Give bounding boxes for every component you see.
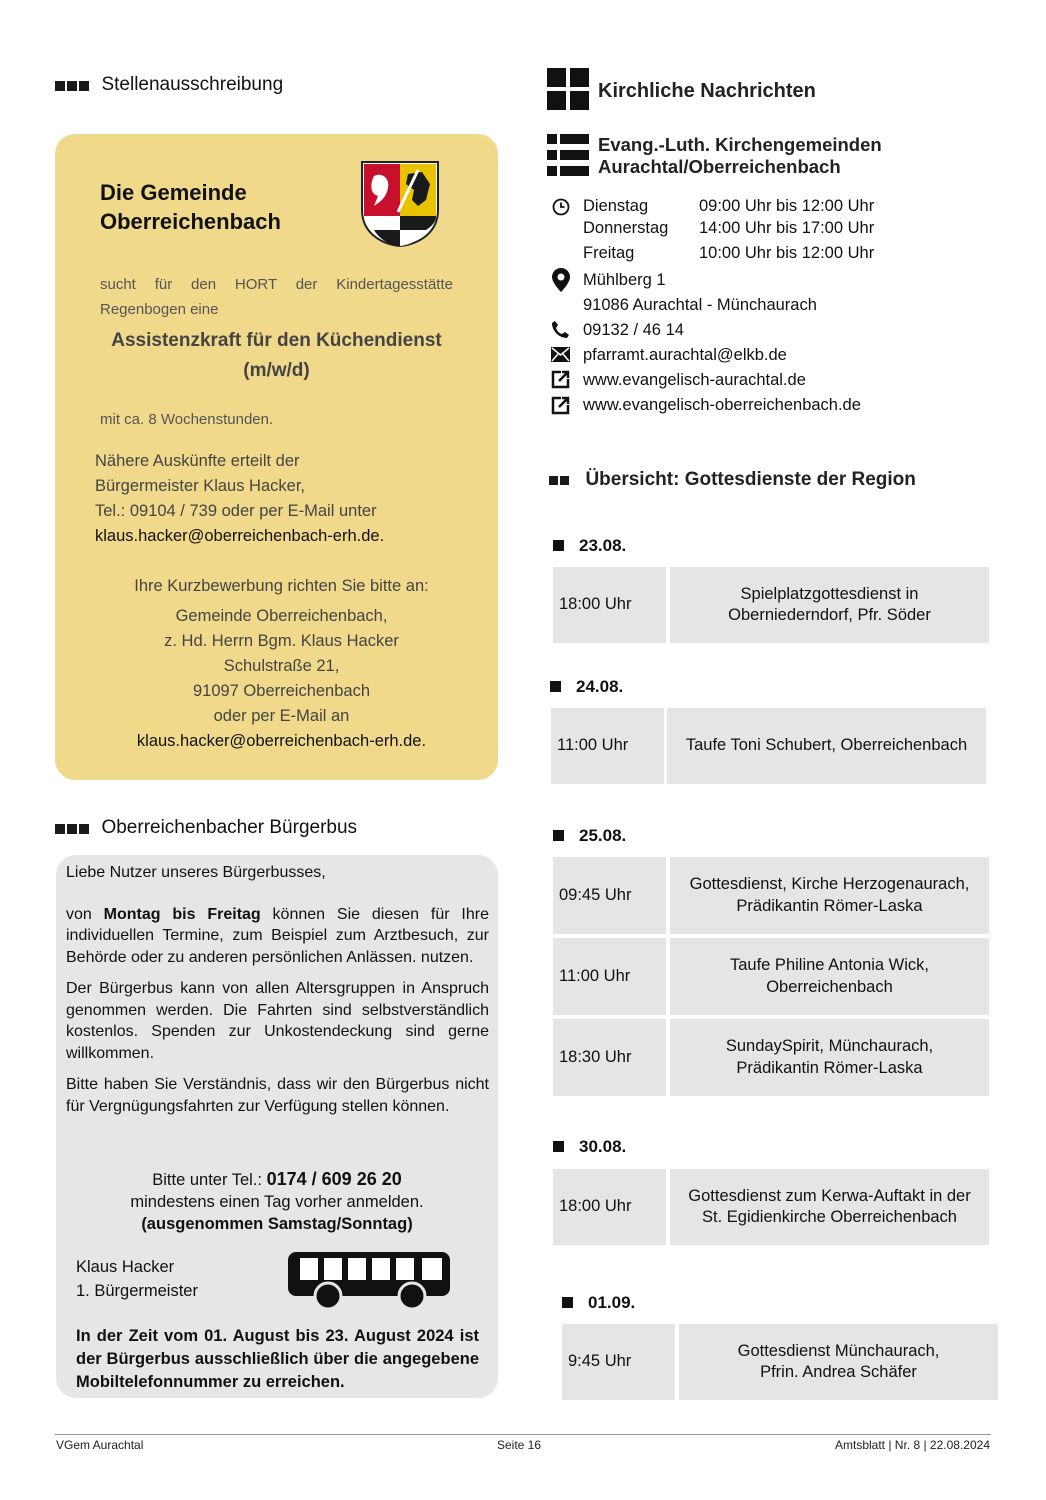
footer-right: Amtsblatt | Nr. 8 | 22.08.2024: [835, 1438, 990, 1452]
bus-icon: [286, 1250, 452, 1312]
date-header: 01.09.: [562, 1293, 635, 1313]
email-link[interactable]: klaus.hacker@oberreichenbach-erh.de.: [95, 527, 385, 545]
service-description: Taufe Philine Antonia Wick, Oberreichenbach: [670, 938, 989, 1015]
service-time: 18:00 Uhr: [553, 1169, 666, 1245]
date-header: 23.08.: [553, 536, 626, 556]
bullet-square-icon: [562, 1297, 573, 1308]
job-hours: mit ca. 8 Wochenstunden.: [100, 411, 274, 428]
parish-email[interactable]: pfarramt.aurachtal@elkb.de: [583, 346, 787, 364]
list-grid-icon: [547, 134, 589, 176]
coat-of-arms-icon: [360, 160, 440, 248]
address: Mühlberg 1 91086 Aurachtal - Münchaurach: [583, 271, 817, 314]
service-time: 18:00 Uhr: [553, 567, 666, 643]
bus-section-header: [55, 817, 357, 839]
job-posting-box: [55, 134, 498, 780]
service-time: 11:00 Uhr: [553, 938, 666, 1015]
mail-icon: [551, 347, 570, 362]
date-header: 24.08.: [550, 677, 623, 697]
date-header: 25.08.: [553, 826, 626, 846]
office-hours-row: Freitag 10:00 Uhr bis 12:00 Uhr: [583, 244, 875, 262]
section-marker-icon: [549, 472, 571, 490]
bus-phone-number: 0174 / 609 26 20: [266, 1169, 402, 1189]
office-hours-row: Dienstag 09:00 Uhr bis 12:00 Uhr: [583, 197, 875, 215]
bus-greeting: Liebe Nutzer unseres Bürgerbusses,: [66, 864, 326, 881]
bus-info-box: [56, 855, 498, 1398]
location-pin-icon: [552, 268, 570, 292]
footer-page-number: Seite 16: [497, 1438, 542, 1452]
service-time: 11:00 Uhr: [551, 708, 664, 784]
bus-notice: In der Zeit vom 01. August bis 23. August 2024 ist der Bürgerbus ausschließlich über die angegebene Mobiltelefonnummer zu erreichen.: [76, 1327, 479, 1391]
office-hours-row: Donnerstag 14:00 Uhr bis 17:00 Uhr: [583, 219, 875, 237]
service-time: 18:30 Uhr: [553, 1019, 666, 1096]
job-section-header: [55, 74, 283, 96]
service-time: 9:45 Uhr: [562, 1324, 675, 1400]
overview-header: [549, 469, 916, 491]
service-description: Gottesdienst zum Kerwa-Auftakt in der St. Egidienkirche Oberreichenbach: [670, 1169, 989, 1245]
phone-icon: [551, 320, 570, 339]
website-link[interactable]: www.evangelisch-aurachtal.de: [583, 371, 806, 389]
bullet-square-icon: [553, 1141, 564, 1152]
service-description: Spielplatzgottesdienst in Oberniederndorf, Pfr. Söder: [670, 567, 989, 643]
footer-divider: [55, 1434, 991, 1435]
date-header: 30.08.: [553, 1137, 626, 1157]
church-news-icon: [547, 68, 589, 110]
job-apply: Ihre Kurzbewerbung richten Sie bitte an: Gemeinde Oberreichenbach, z. Hd. Herrn Bgm. Klaus Hacker Schulstraße 21, 91097 Oberreichenbach oder per E-Mail an klaus.hacker@oberreichenbach-erh.de.: [65, 574, 498, 754]
job-position: Assistenzkraft für den Küchendienst (m/w/d): [111, 330, 442, 381]
service-description: Gottesdienst, Kirche Herzogenaurach, Prädikantin Römer-Laska: [670, 857, 989, 934]
job-heading: Die Gemeinde Oberreichenbach: [100, 180, 281, 234]
service-time: 09:45 Uhr: [553, 857, 666, 934]
overview-title: Übersicht: Gottesdienste der Region: [585, 469, 916, 490]
external-link-icon: [551, 370, 570, 389]
clock-icon: [552, 198, 570, 216]
section-marker-icon: [55, 77, 91, 95]
bullet-square-icon: [553, 830, 564, 841]
bus-signature: Klaus Hacker 1. Bürgermeister: [76, 1258, 198, 1300]
bus-paragraph: Bitte haben Sie Verständnis, dass wir den Bürgerbus nicht für Vergnügungsfahrten zur Verfügung stellen können.: [66, 1076, 489, 1115]
bus-paragraph: von Montag bis Freitag können Sie diesen für Ihre individuellen Termine, zum Beispiel zum Arztbesuch, zur Behörde oder zu anderen persönlichen Anlässen. nutzen.: [66, 905, 489, 966]
external-link-icon: [551, 396, 570, 415]
church-news-title: Kirchliche Nachrichten: [598, 80, 816, 102]
service-description: Taufe Toni Schubert, Oberreichenbach: [667, 708, 986, 784]
bus-phone-block: Bitte unter Tel.: 0174 / 609 26 20 mindestens einen Tag vorher anmelden. (ausgenommen Samstag/Sonntag): [130, 1169, 424, 1233]
bus-paragraph: Der Bürgerbus kann von allen Altersgruppen in Anspruch genommen werden. Die Fahrten sind selbstverständlich kostenlos. Spenden zur Unkostendeckung sind gerne willkommen.: [66, 980, 489, 1062]
service-description: SundaySpirit, Münchaurach, Prädikantin Römer-Laska: [670, 1019, 989, 1096]
section-title: Stellenausschreibung: [101, 74, 284, 95]
office-hours: [583, 194, 874, 266]
footer-left: VGem Aurachtal: [56, 1438, 144, 1452]
service-description: Gottesdienst Münchaurach, Pfrin. Andrea Schäfer: [679, 1324, 998, 1400]
bullet-square-icon: [550, 681, 561, 692]
parish-phone: 09132 / 46 14: [583, 321, 684, 339]
section-marker-icon: [55, 820, 91, 838]
email-link[interactable]: klaus.hacker@oberreichenbach-erh.de.: [136, 732, 427, 750]
job-info: Nähere Auskünfte erteilt der Bürgermeister Klaus Hacker, Tel.: 09104 / 739 oder per E-Mail unter klaus.hacker@oberreichenbach-erh.de.: [95, 449, 384, 549]
bullet-square-icon: [553, 540, 564, 551]
job-intro: sucht für den HORT der Kindertagesstätte Regenbogen eine: [100, 276, 453, 318]
section-title: Oberreichenbacher Bürgerbus: [101, 817, 358, 838]
parish-name: Evang.-Luth. Kirchengemeinden Aurachtal/Oberreichenbach: [598, 134, 882, 177]
website-link[interactable]: www.evangelisch-oberreichenbach.de: [583, 396, 861, 414]
